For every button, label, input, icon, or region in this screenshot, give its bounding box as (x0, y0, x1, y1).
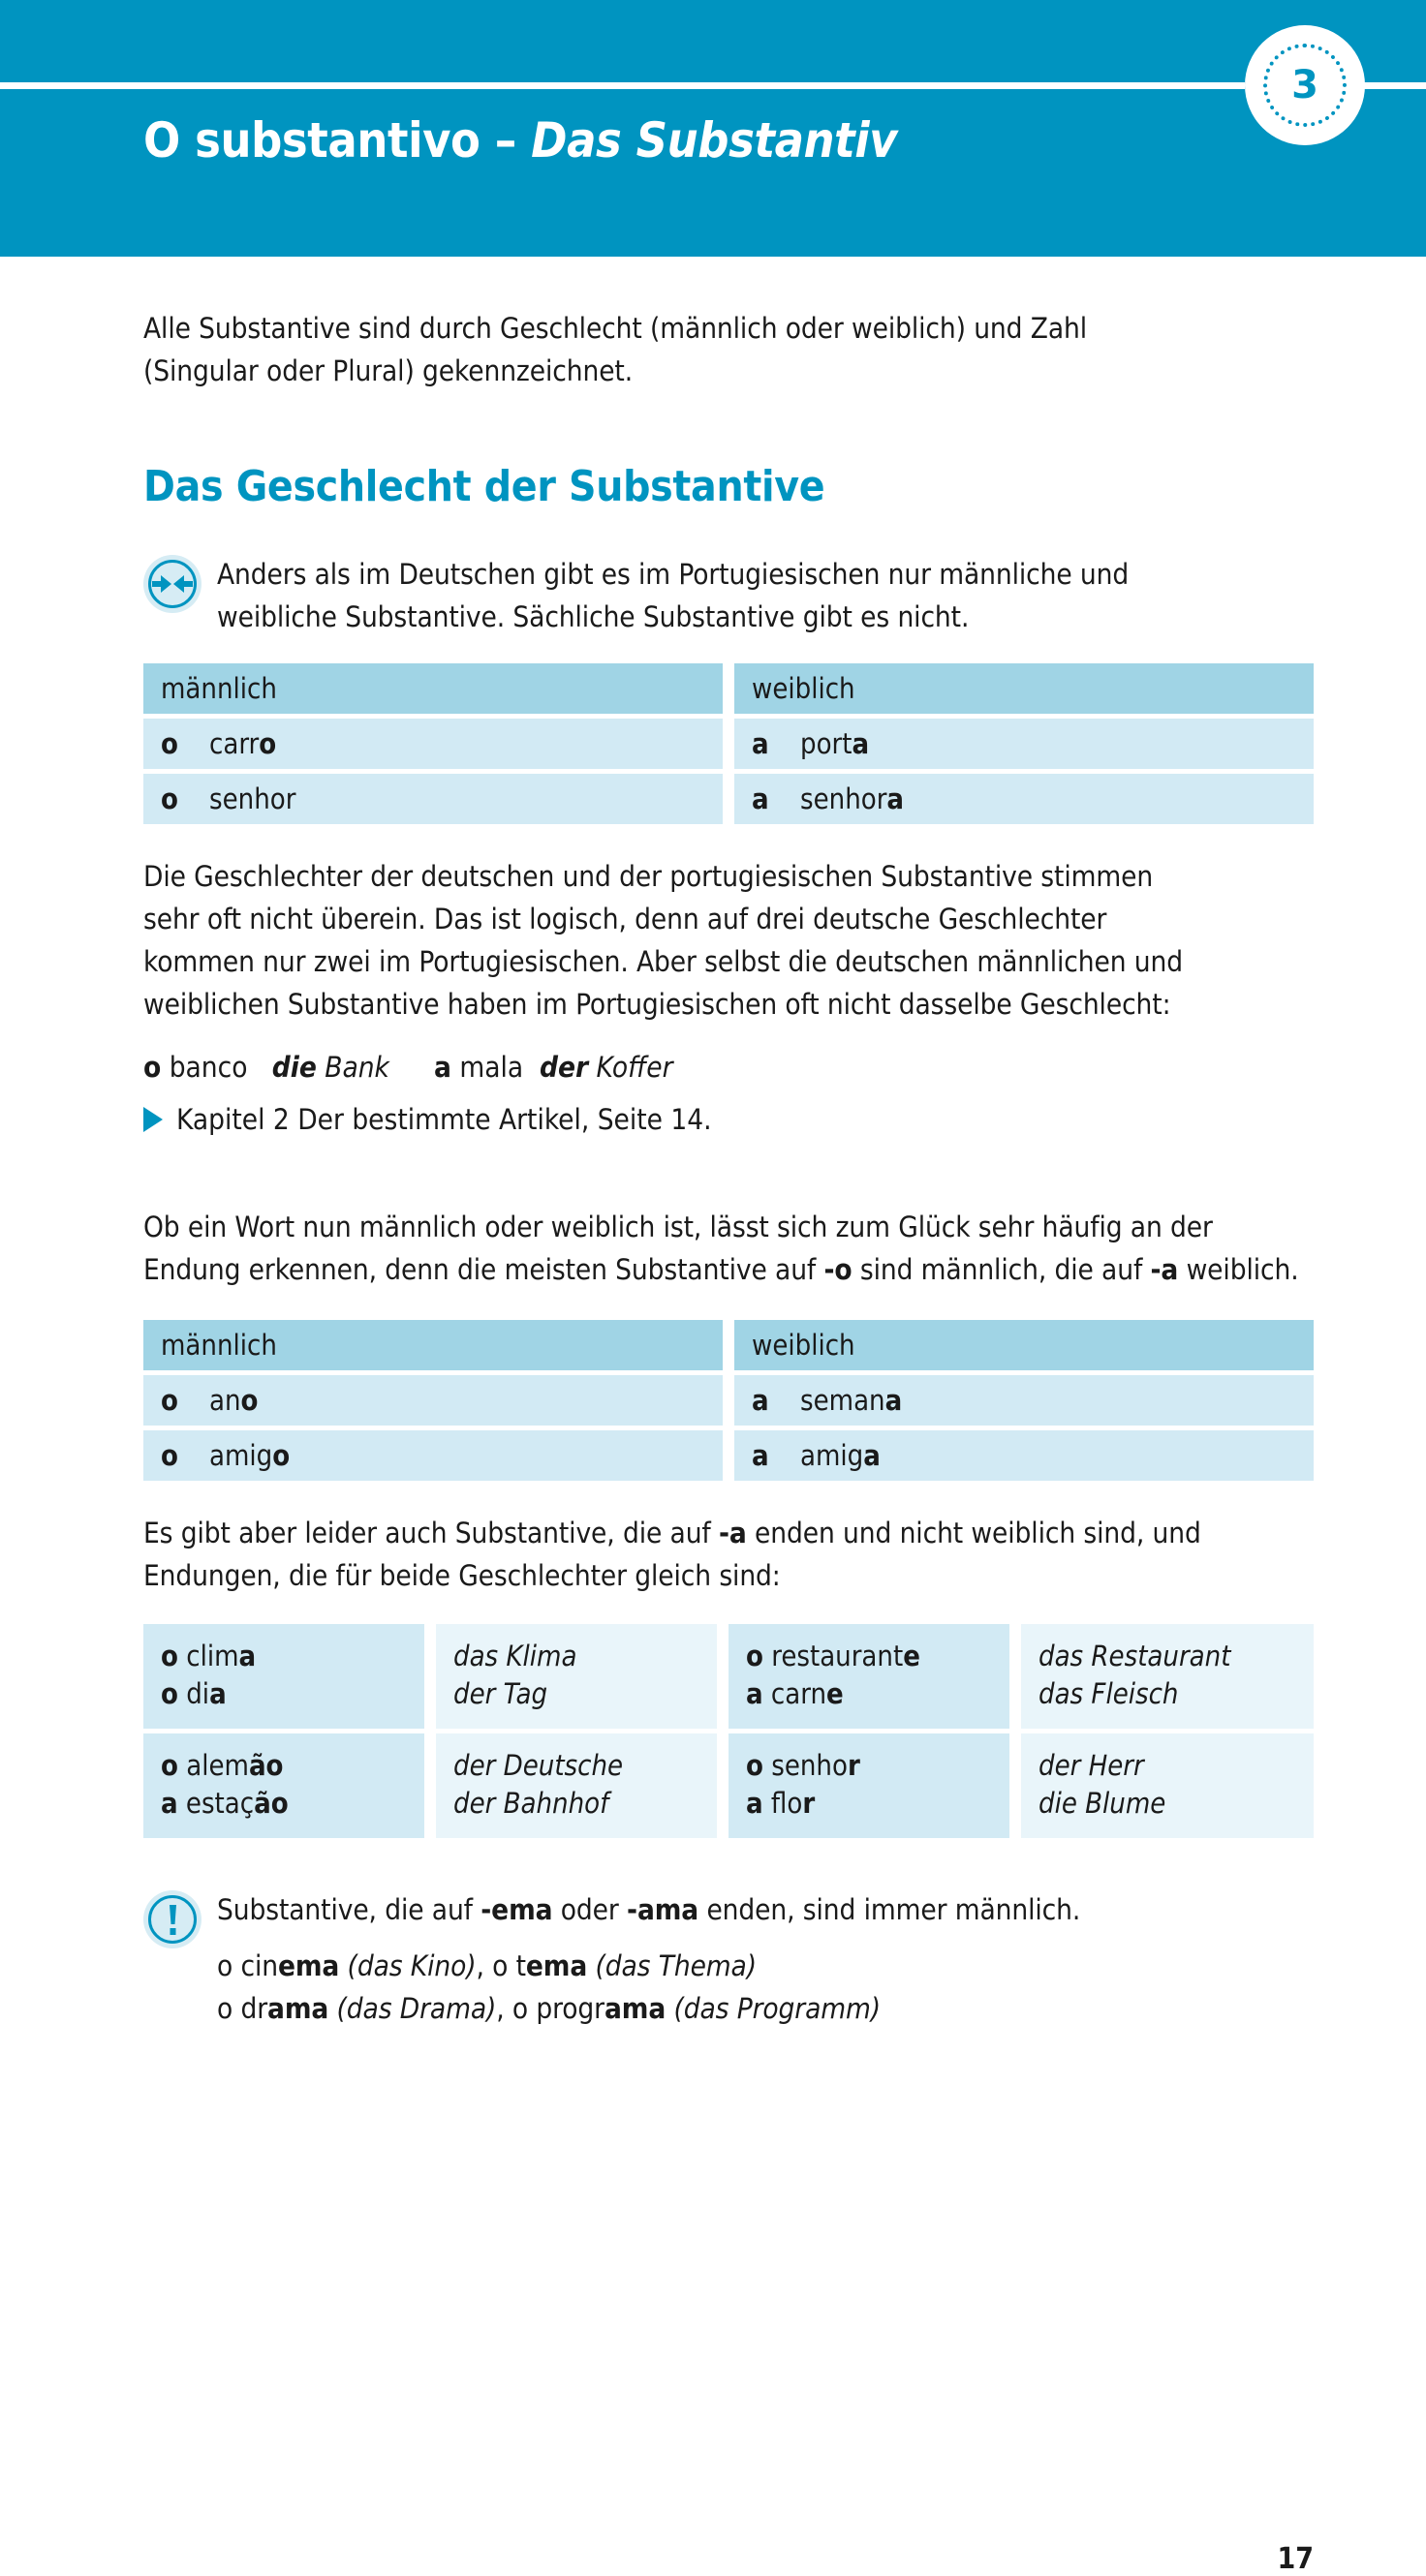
entry (746, 1640, 920, 1672)
table1-row2-masculine (143, 774, 723, 824)
table-row (143, 1624, 1314, 1729)
article: o (161, 1640, 178, 1673)
arrows-inward-icon (143, 555, 202, 613)
article: a (746, 1677, 763, 1711)
noun-ending: o (240, 1384, 259, 1418)
pt-article-2: a (434, 1051, 451, 1085)
table2-header-feminine: weiblich (734, 1320, 1314, 1370)
entry (746, 1677, 844, 1710)
noun (800, 782, 904, 815)
noun-ending: a (886, 782, 905, 816)
example-stem: o t (492, 1949, 526, 1983)
de-noun-2: Koffer (596, 1051, 673, 1085)
page-title-portuguese: O substantivo – (143, 112, 532, 169)
table-row (143, 1430, 1314, 1481)
noun-stem: an (209, 1384, 241, 1418)
noun-stem: estaç (185, 1787, 255, 1821)
noun (800, 1439, 881, 1472)
column-gap (723, 1430, 734, 1481)
column-gap (723, 1320, 734, 1370)
note-attention-text (217, 1888, 1314, 2030)
paragraph1-line-4: weiblichen Substantive haben im Portugiesischen oft nicht dasselbe Geschlecht: (143, 988, 1171, 1022)
exceptions-table (143, 1624, 1314, 1838)
attention-bold-ama: -ama (627, 1893, 699, 1927)
paragraph2-part-3: weiblich. (1178, 1253, 1299, 1287)
example-stem: o progr (512, 1992, 604, 2026)
gender-table-1 (143, 663, 1314, 824)
noun-stem: port (800, 727, 852, 761)
paragraph1-line-2: sehr oft nicht überein. Das ist logisch, denn auf drei deutsche Geschlechter (143, 903, 1107, 936)
attention-rule-line (217, 1888, 1314, 1931)
attention-part-2: oder (552, 1893, 628, 1927)
page-number: 17 (1277, 2542, 1314, 2576)
translation: der Herr (1038, 1749, 1144, 1783)
paragraph-exceptions (143, 1512, 1314, 1597)
pt-article-1: o (143, 1051, 162, 1085)
table1-header-masculine: männlich (143, 663, 723, 714)
content-column (143, 257, 1314, 2030)
translation: der Tag (453, 1677, 548, 1711)
noun (209, 727, 276, 760)
article: o (161, 1749, 178, 1783)
entry (161, 1640, 256, 1672)
paragraph3-part-1: Es gibt aber leider auch Substantive, die auf (143, 1517, 719, 1550)
table-row (143, 719, 1314, 769)
translation: der Deutsche (453, 1749, 624, 1783)
example-ending: ema (525, 1949, 588, 1983)
noun-ending: o (272, 1439, 291, 1473)
example-translation: (das Programm) (666, 1992, 882, 2026)
pt-noun-1: banco (169, 1051, 248, 1085)
exceptions-r1-german-1 (436, 1624, 717, 1729)
article: o (161, 782, 178, 816)
example-ending: ama (604, 1992, 666, 2026)
noun-ending: r (802, 1787, 816, 1821)
cross-reference-label: Kapitel 2 Der bestimmte Artikel, Seite 14. (176, 1103, 712, 1137)
example-ending: ema (277, 1949, 340, 1983)
table-header-row (143, 663, 1314, 714)
noun-stem: clim (186, 1640, 239, 1673)
noun-stem: seman (800, 1384, 885, 1418)
note-block-attention (143, 1888, 1314, 2030)
table2-row1-feminine (734, 1375, 1314, 1426)
separator: , (476, 1949, 493, 1983)
article: a (752, 1384, 769, 1418)
attention-part-1: Substantive, die auf (217, 1893, 481, 1927)
translation: das Klima (453, 1640, 577, 1673)
example-stem: o cin (217, 1949, 278, 1983)
noun-stem: amig (800, 1439, 864, 1473)
noun (800, 1384, 902, 1417)
paragraph2-part-1: Ob ein Wort nun männlich oder weiblich ist, lässt sich zum Glück sehr häufig an der Endung erkennen, denn die meisten Substantive auf (143, 1211, 1213, 1287)
noun-stem: senho (771, 1749, 848, 1783)
article: a (752, 727, 769, 761)
noun (800, 727, 869, 760)
noun-stem: flo (770, 1787, 803, 1821)
article: o (161, 1384, 178, 1418)
article: o (746, 1749, 763, 1783)
table-row (143, 1733, 1314, 1838)
de-noun-1: Bank (325, 1051, 389, 1085)
intro-paragraph (143, 307, 1314, 392)
attention-example-line-1 (217, 1945, 1314, 1987)
example-translation: (das Thema) (587, 1949, 757, 1983)
noun-ending: ão (248, 1749, 284, 1783)
pair-example-line (143, 1051, 1314, 1084)
article: o (746, 1640, 763, 1673)
header-rule-left (0, 82, 1245, 89)
exceptions-r1-portuguese-1 (143, 1624, 424, 1729)
paragraph3-bold-a: -a (719, 1517, 747, 1550)
chapter-number-label: 3 (1291, 63, 1318, 107)
paragraph3-part-2: enden und nicht weiblich sind, und Endungen, die für beide Geschlechter gleich sind: (143, 1517, 1201, 1593)
noun (209, 782, 295, 815)
entry (746, 1787, 815, 1820)
page-title-german: Das Substantiv (531, 112, 898, 169)
entry (161, 1749, 283, 1782)
column-gap (723, 663, 734, 714)
table1-row1-masculine (143, 719, 723, 769)
translation: die Blume (1038, 1787, 1166, 1821)
example-translation: (das Drama) (328, 1992, 497, 2026)
table2-row2-feminine (734, 1430, 1314, 1481)
page-title (143, 112, 897, 169)
column-gap (424, 1624, 436, 1729)
triangle-right-icon (143, 1107, 163, 1132)
example-stem: o dr (217, 1992, 268, 2026)
article: a (161, 1787, 178, 1821)
pair-example-1 (143, 1051, 434, 1084)
paragraph2-part-2: sind männlich, die auf (852, 1253, 1151, 1287)
exceptions-r2-portuguese-2 (728, 1733, 1009, 1838)
pt-noun-2: mala (459, 1051, 524, 1085)
noun-stem: amig (209, 1439, 273, 1473)
translation: das Fleisch (1038, 1677, 1179, 1711)
table-row (143, 774, 1314, 824)
noun-stem: senhor (800, 782, 887, 816)
cross-reference[interactable] (143, 1103, 1314, 1136)
exclamation-icon (143, 1890, 202, 1948)
paragraph1-line-3: kommen nur zwei im Portugiesischen. Aber selbst die deutschen männlichen und (143, 945, 1183, 979)
table2-header-masculine: männlich (143, 1320, 723, 1370)
chapter-number-badge (1245, 25, 1365, 145)
column-gap (717, 1733, 728, 1838)
attention-example-line-2 (217, 1987, 1314, 2030)
column-gap (723, 774, 734, 824)
separator: , (496, 1992, 512, 2026)
entry (161, 1787, 289, 1820)
note-block-arrows (143, 553, 1314, 638)
table2-row2-masculine (143, 1430, 723, 1481)
column-gap (424, 1733, 436, 1838)
table1-row2-feminine (734, 774, 1314, 824)
note-arrows-line-1: Anders als im Deutschen gibt es im Portugiesischen nur männliche und (217, 558, 1130, 592)
article: o (161, 1677, 178, 1711)
translation: der Bahnhof (453, 1787, 609, 1821)
exceptions-r2-german-2 (1021, 1733, 1314, 1838)
chapter-badge-dotted-ring (1263, 44, 1347, 127)
example-ending: ama (267, 1992, 329, 2026)
noun-ending: a (209, 1677, 227, 1711)
intro-line-1: Alle Substantive sind durch Geschlecht (männlich oder weiblich) und Zahl (143, 312, 1087, 345)
intro-line-2: (Singular oder Plural) gekennzeichnet. (143, 354, 634, 387)
noun-ending: r (847, 1749, 860, 1783)
attention-bold-ema: -ema (480, 1893, 553, 1927)
noun-ending: a (863, 1439, 881, 1473)
paragraph2-bold-o: -o (823, 1253, 852, 1287)
article: a (752, 782, 769, 816)
gender-table-2 (143, 1320, 1314, 1481)
note-arrows-text (217, 553, 1314, 638)
column-gap (717, 1624, 728, 1729)
table2-row1-masculine (143, 1375, 723, 1426)
entry (746, 1749, 860, 1782)
table1-row1-feminine (734, 719, 1314, 769)
article: a (752, 1439, 769, 1473)
noun-stem: carr (209, 727, 260, 761)
de-article-2: der (539, 1051, 589, 1085)
column-gap (723, 1375, 734, 1426)
example-translation: (das Kino) (339, 1949, 477, 1983)
article: o (161, 1439, 178, 1473)
note-arrows-line-2: weibliche Substantive. Sächliche Substantive gibt es nicht. (217, 600, 970, 634)
exceptions-r1-german-2 (1021, 1624, 1314, 1729)
article: a (746, 1787, 763, 1821)
entry (161, 1677, 227, 1710)
noun (209, 1439, 290, 1472)
section-heading: Das Geschlecht der Substantive (143, 462, 825, 511)
column-gap (1009, 1733, 1021, 1838)
column-gap (1009, 1624, 1021, 1729)
table-header-row (143, 1320, 1314, 1370)
exceptions-r2-portuguese-1 (143, 1733, 424, 1838)
table-row (143, 1375, 1314, 1426)
translation: das Restaurant (1038, 1640, 1231, 1673)
noun-ending: ão (254, 1787, 289, 1821)
noun-stem: senhor (209, 782, 296, 816)
paragraph-endings-rule (143, 1206, 1314, 1291)
exceptions-r1-portuguese-2 (728, 1624, 1009, 1729)
exceptions-r2-german-1 (436, 1733, 717, 1838)
noun-stem: alem (186, 1749, 249, 1783)
column-gap (723, 719, 734, 769)
noun-ending: e (903, 1640, 920, 1673)
noun-stem: restaurant (771, 1640, 904, 1673)
noun (209, 1384, 258, 1417)
page-header-banner (0, 0, 1426, 257)
noun-ending: a (884, 1384, 903, 1418)
paragraph2-bold-a: -a (1150, 1253, 1179, 1287)
paragraph-gender-mismatch (143, 855, 1314, 1026)
noun-ending: e (826, 1677, 844, 1711)
table1-header-feminine: weiblich (734, 663, 1314, 714)
de-article-1: die (271, 1051, 317, 1085)
noun-ending: o (259, 727, 277, 761)
noun-ending: a (852, 727, 870, 761)
pair-example-2 (434, 1051, 673, 1084)
noun-ending: a (238, 1640, 257, 1673)
paragraph1-line-1: Die Geschlechter der deutschen und der portugiesischen Substantive stimmen (143, 860, 1154, 894)
noun-stem: carn (770, 1677, 826, 1711)
noun-stem: di (186, 1677, 210, 1711)
attention-part-3: enden, sind immer männlich. (698, 1893, 1081, 1927)
article: o (161, 727, 178, 761)
